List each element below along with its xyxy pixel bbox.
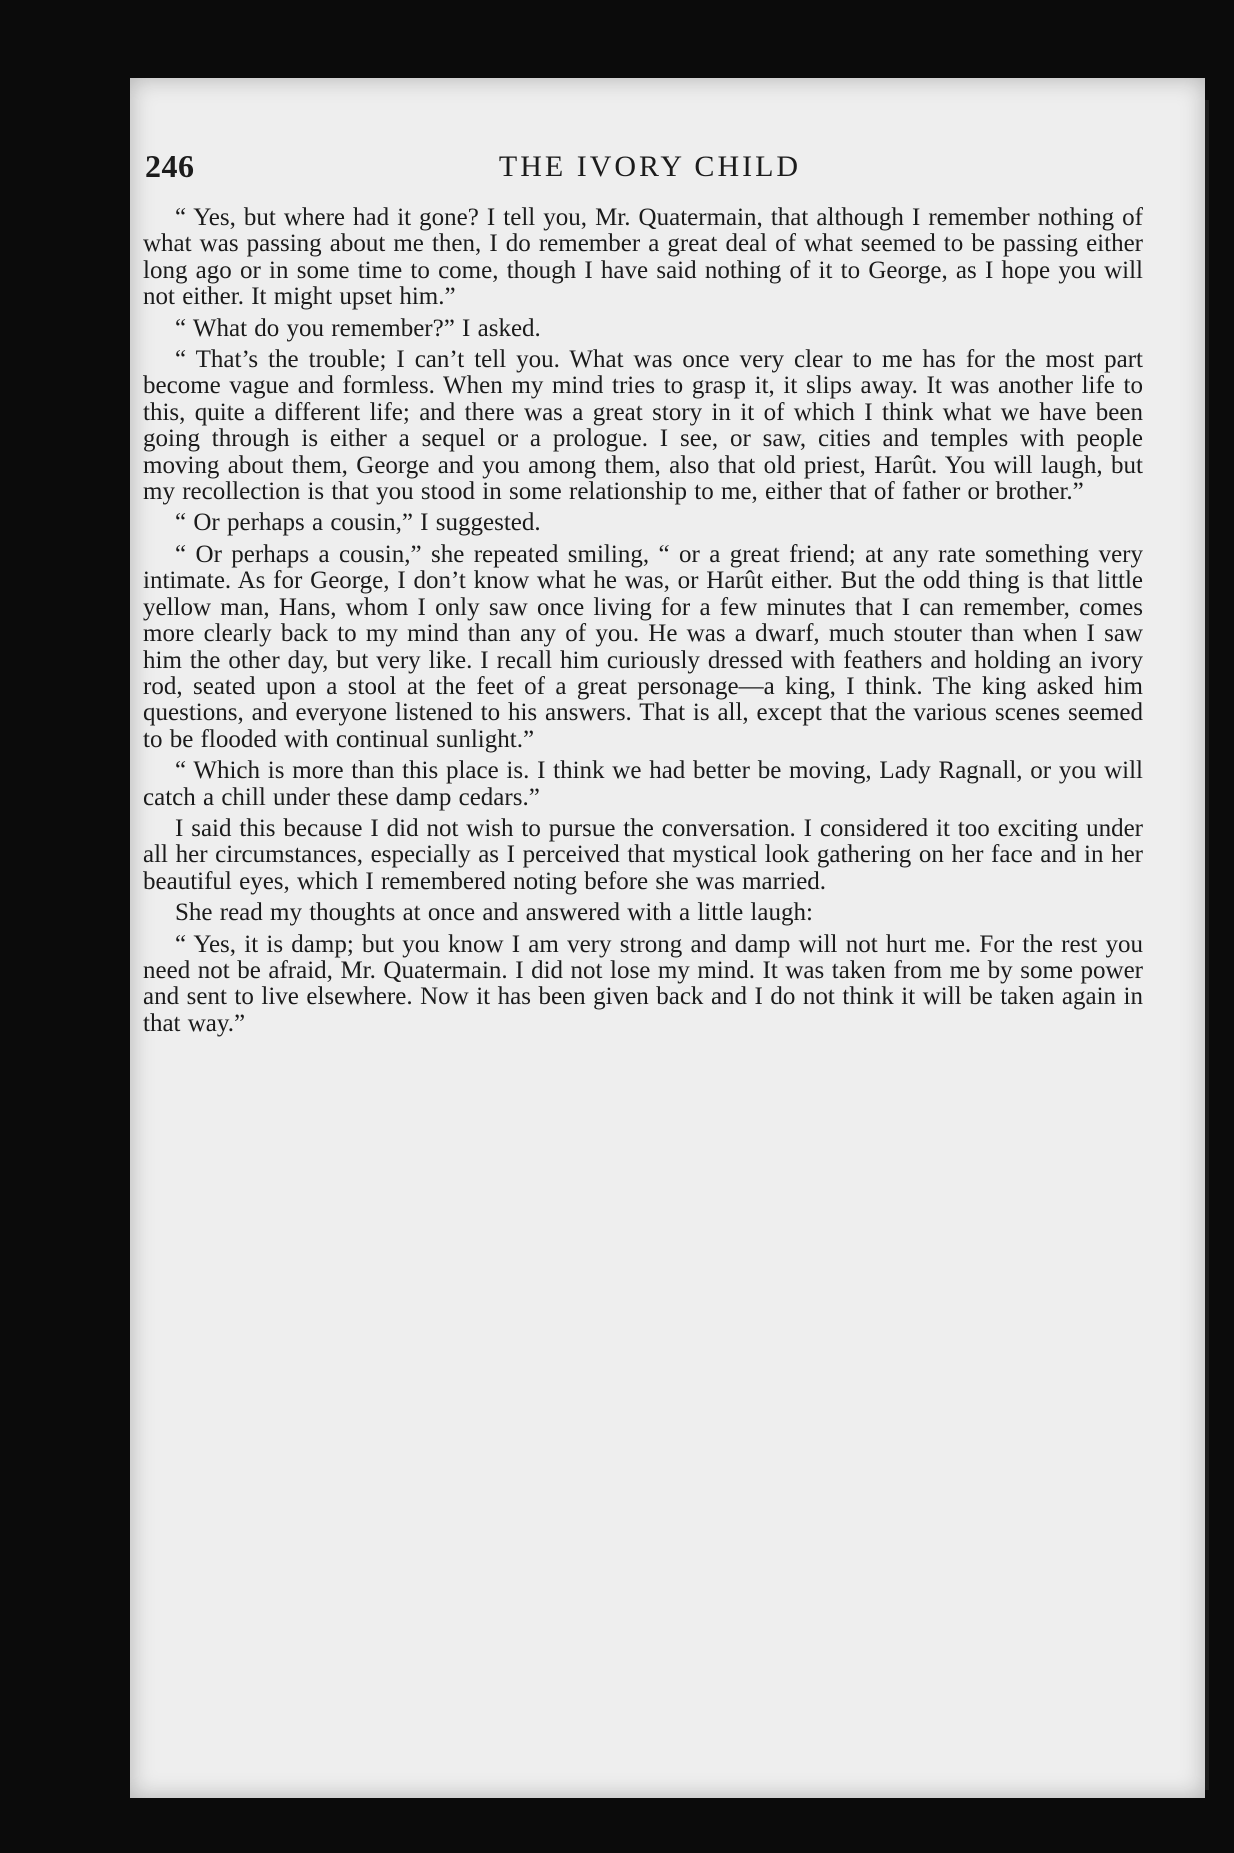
paragraph: She read my thoughts at once and answered with a little laugh:: [175, 899, 813, 927]
paragraph: “ Or perhaps a cousin,” I suggested.: [175, 509, 541, 537]
paragraph: “ Yes, it is damp; but you know I am very strong and damp will not hurt me. For the rest you need not be afraid, Mr. Quatermain. I did not lose my mind. It was taken from me by some power and sent to live elsewhere. Now it has been given back and I do not think it will be taken again in that way.”: [143, 930, 1143, 1037]
paragraph: I said this because I did not wish to pursue the conversation. I considered it too exciting under all her circumstances, especially as I perceived that mystical look gathering on her face and in her beautiful eyes, which I remembered noting before she was married.: [143, 814, 1143, 895]
paragraph: “ That’s the trouble; I can’t tell you. What was once very clear to me has for the most part become vague and formless. When my mind tries to grasp it, it slips away. It was another life to this, quite a different life; and there was a great story in it of which I think what we have been going through is either a sequel or a prologue. I see, or saw, cities and temples with people moving about them, George and you among them, also that old priest, Harût. You will laugh, but my recollection is that you stood in some relationship to me, either that of father or brother.”: [143, 346, 1143, 506]
paragraph: “ Which is more than this place is. I think we had better be moving, Lady Ragnall, or you will catch a chill under these damp cedars.”: [143, 757, 1143, 811]
paragraph: “ What do you remember?” I asked.: [175, 314, 541, 342]
paragraph: “ Yes, but where had it gone? I tell you, Mr. Quatermain, that although I remember nothing of what was passing about me then, I do remember a great deal of what seemed to be passing either long ago or in some time to come, though I have said nothing of it to George, as I hope you will not either. It might upset him.”: [143, 204, 1143, 311]
running-title: THE IVORY CHILD: [498, 150, 802, 183]
paragraph: “ Or perhaps a cousin,” she repeated smiling, “ or a great friend; at any rate something very intimate. As for George, I don’t know what he was, or Harût either. But the odd thing is that little yellow man, Hans, whom I only saw once living for a few minutes that I can remember, comes more clearly back to my mind than any of you. He was a dwarf, much stouter than when I saw him the other day, but very like. I recall him curiously dressed with feathers and holding an ivory rod, seated upon a stool at the feet of a great personage—a king, I think. The king asked him questions, and everyone listened to his answers. That is all, except that the various scenes seemed to be flooded with continual sunlight.”: [143, 540, 1143, 753]
body-text: [143, 205, 1143, 1037]
page-number: 246: [145, 148, 195, 184]
page-header: [145, 148, 1155, 208]
page-edge: [1205, 100, 1209, 1790]
